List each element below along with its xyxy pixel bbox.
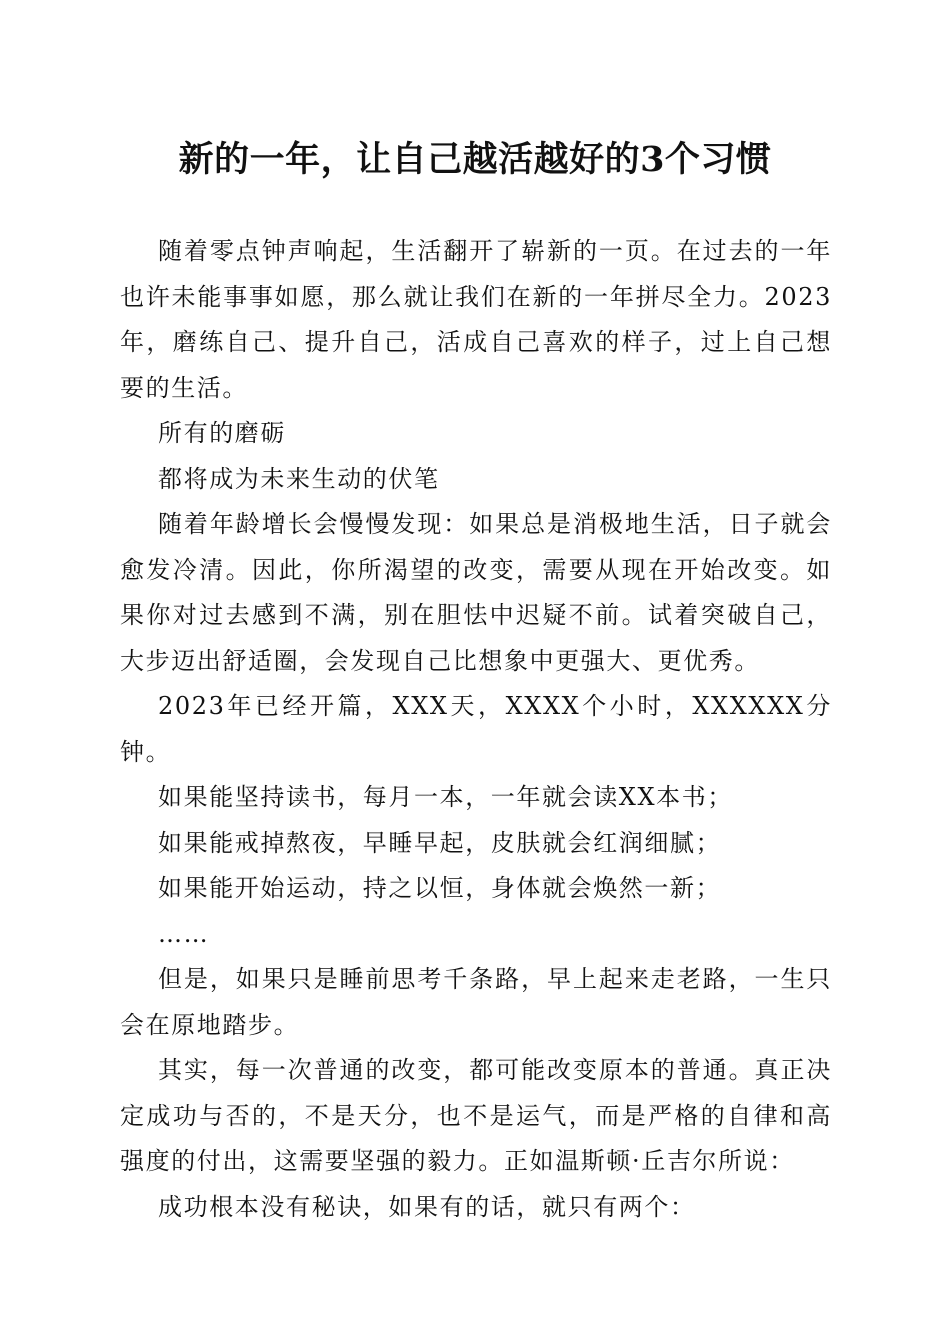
document-title: 新的一年，让自己越活越好的3个习惯	[178, 139, 772, 180]
paragraph-intro: 随着零点钟声响起，生活翻开了崭新的一页。在过去的一年也许未能事事如愿，那么就让我们在新的一年拼尽全力。2023年，磨练自己、提升自己，活成自己喜欢的样子，过上自己想要的生活。	[120, 237, 832, 402]
paragraph-line: 成功根本没有秘诀，如果有的话，就只有两个：	[158, 1192, 696, 1221]
paragraph-line: 所有的磨砺	[158, 419, 286, 447]
list-item: 如果能开始运动，持之以恒，身体就会焕然一新；	[158, 874, 722, 902]
paragraph-line: 都将成为未来生动的伏笔	[158, 464, 440, 493]
list-item: 如果能戒掉熬夜，早睡早起，皮肤就会红润细腻；	[158, 828, 722, 857]
paragraph: 但是，如果只是睡前思考千条路，早上起来走老路，一生只会在原地踏步。	[120, 965, 832, 1039]
document-body	[120, 229, 832, 1230]
paragraph-line: 2023年已经开篇，XXX天，XXXX个小时，XXXXXX分钟。	[120, 692, 832, 766]
paragraph: 随着年龄增长会慢慢发现：如果总是消极地生活，日子就会愈发冷清。因此，你所渴望的改变，需要从现在开始改变。如果你对过去感到不满，别在胆怯中迟疑不前。试着突破自己，大步迈出舒适圈，会发现自己比想象中更强大、更优秀。	[120, 510, 832, 675]
ellipsis-line: ……	[158, 919, 210, 948]
paragraph: 其实，每一次普通的改变，都可能改变原本的普通。真正决定成功与否的，不是天分，也不是运气，而是严格的自律和高强度的付出，这需要坚强的毅力。正如温斯顿·丘吉尔所说：	[120, 1056, 832, 1175]
list-item: 如果能坚持读书，每月一本，一年就会读XX本书；	[158, 783, 733, 811]
